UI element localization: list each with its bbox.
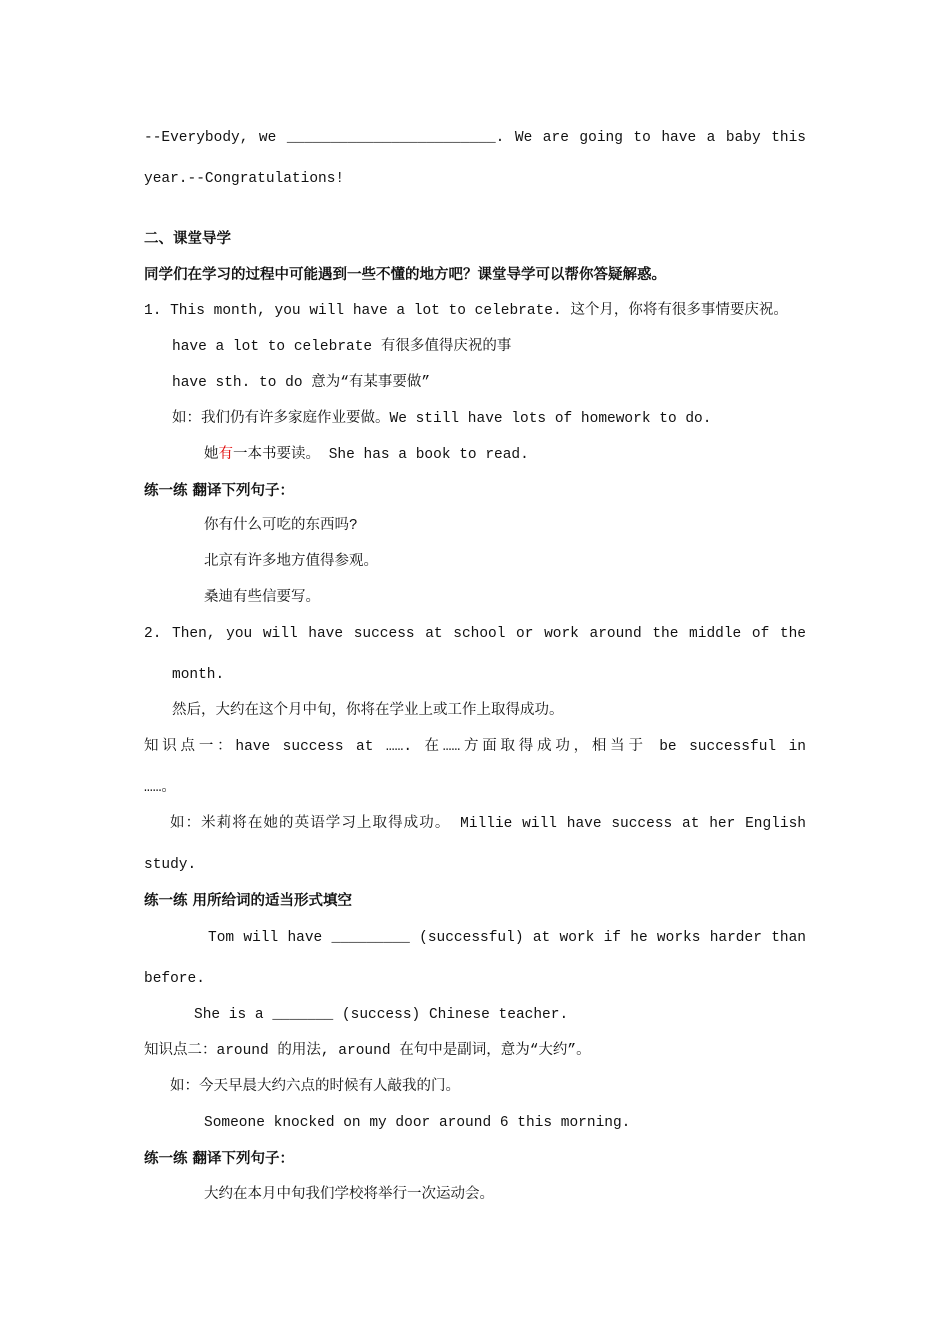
practice3-item: 大约在本月中旬我们学校将举行一次运动会。 <box>204 1187 494 1203</box>
practice1-item: 桑迪有些信要写。 <box>204 590 320 606</box>
section-heading: 二、课堂导学 <box>144 231 231 247</box>
item2-example-line-1: 如：米莉将在她的英语学习上取得成功。 Millie will have success at her English <box>170 816 806 832</box>
item2-translation: 然后，大约在这个月中旬，你将在学业上或工作上取得成功。 <box>172 703 564 719</box>
intro-line-2: year.--Congratulations! <box>144 171 345 187</box>
point1-line-1: 知识点一：have success at ……. 在……方面取得成功，相当于 be successful in <box>144 739 806 755</box>
example2-prefix: 她 <box>204 447 219 463</box>
practice1-item: 你有什么可吃的东西吗? <box>204 518 358 534</box>
item1-phrase: have a lot to celebrate 有很多值得庆祝的事 <box>172 339 512 355</box>
practice1-title: 练一练 翻译下列句子： <box>144 483 295 499</box>
section-subheading: 同学们在学习的过程中可能遇到一些不懂的地方吧？课堂导学可以帮你答疑解惑。 <box>144 267 666 283</box>
point2-example-zh: 如：今天早晨大约六点的时候有人敲我的门。 <box>170 1079 460 1095</box>
item1-sentence: 1. This month, you will have a lot to celebrate. 这个月，你将有很多事情要庆祝。 <box>144 303 788 319</box>
practice1-item: 北京有许多地方值得参观。 <box>204 554 378 570</box>
item2-example-line-2: study. <box>144 857 197 873</box>
item1-example-2 <box>204 445 806 465</box>
highlighted-word: 有 <box>218 447 233 463</box>
point2-text: 知识点二：around 的用法, around 在句中是副词，意为“大约”。 <box>144 1043 591 1059</box>
item1-example-1: 如：我们仍有许多家庭作业要做。We still have lots of homework to do. <box>172 411 712 427</box>
practice2-q1-line-2: before. <box>144 971 205 987</box>
point2-example-en: Someone knocked on my door around 6 this morning. <box>204 1115 631 1131</box>
practice2-q1-line-1: Tom will have _________ (successful) at work if he works harder than <box>208 930 806 946</box>
item2-sentence-line-2: month. <box>172 667 225 683</box>
item1-pattern: have sth. to do 意为“有某事要做” <box>172 375 431 391</box>
practice2-title: 练一练 用所给词的适当形式填空 <box>144 893 353 909</box>
practice3-title: 练一练 翻译下列句子： <box>144 1151 295 1167</box>
item2-sentence-line-1: 2. Then, you will have success at school or work around the middle of the <box>144 626 806 642</box>
practice2-q2: She is a _______ (success) Chinese teacher. <box>194 1007 569 1023</box>
intro-line-1: --Everybody, we ________________________. We are going to have a baby this <box>144 130 806 146</box>
point1-line-2: ……。 <box>144 780 176 796</box>
example2-rest: 一本书要读。 She has a book to read. <box>233 447 529 463</box>
